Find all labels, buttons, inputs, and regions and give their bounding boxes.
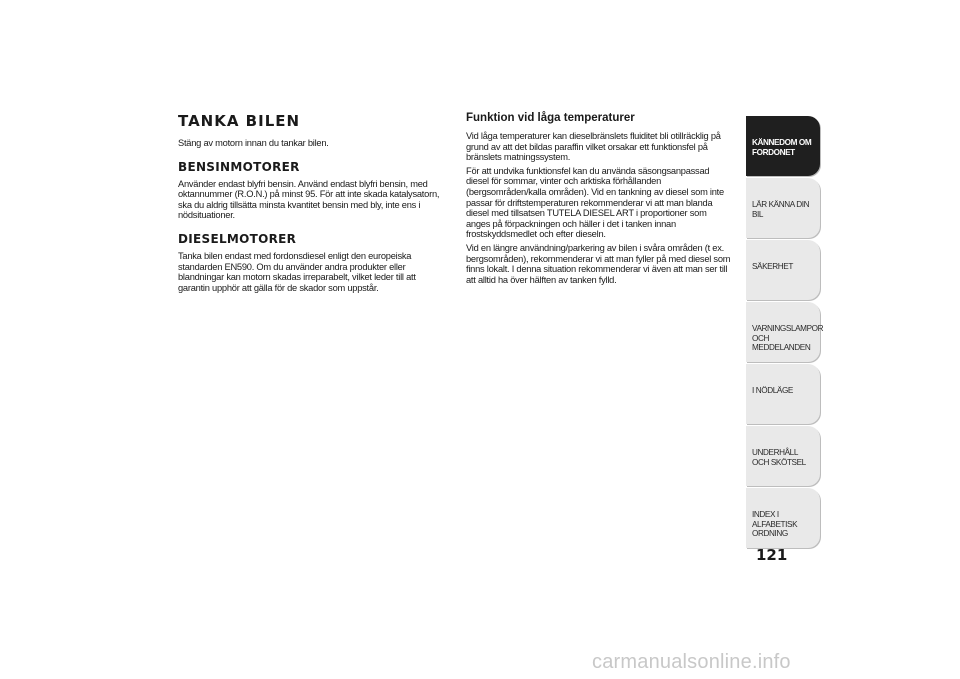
- tab-sakerhet[interactable]: [746, 240, 820, 300]
- tab-label: LÄR KÄNNA DIN BIL: [752, 200, 810, 219]
- watermark: carmanualsonline.info: [592, 651, 791, 673]
- right-column: [466, 112, 740, 289]
- low-temp-heading: Funktion vid låga temperaturer: [466, 112, 635, 124]
- low-temp-paragraph-2: För att undvika funktionsfel kan du använda säsongsanpassad diesel för sommar, vinter och arktiska förhållanden (bergsområden/kalla områden). Vid en tankning av diesel som inte passar för driftstemperaturen rekommenderar vi att man blanda diesel med tillsatsen TUTELA DIESEL ART i proportioner som anges på förpackningen och häller i det i tanken innan frostskyddsmedlet och efter dieseln.: [466, 165, 724, 241]
- tab-label: KÄNNEDOM OM FORDONET: [752, 138, 812, 157]
- section-heading-diesel: DIESELMOTORER: [178, 231, 297, 246]
- low-temp-paragraph-1: Vid låga temperaturer kan dieselbränslets fluiditet bli otillräcklig på grund av att det bildas paraffin vilket orsakar ett funktionsfel på bränslets matningssystem.: [466, 131, 721, 164]
- section-text-diesel: Tanka bilen endast med fordonsdiesel enligt den europeiska standarden EN590. Om du använder andra produkter eller blandningar kan motorn skadas irreparabelt, vilket leder till att garantin upphör att gälla för de skador som uppstår.: [178, 250, 416, 294]
- tab-label: I NÖDLÄGE: [752, 386, 793, 395]
- tab-index[interactable]: [746, 488, 820, 548]
- tab-underhall-och-skotsel[interactable]: [746, 426, 820, 486]
- tab-label: SÄKERHET: [752, 262, 793, 271]
- page-number: 121: [756, 546, 788, 564]
- chapter-tabs: [746, 116, 824, 550]
- low-temp-paragraph-3: Vid en längre användning/parkering av bilen i svåra områden (t ex. bergsområden), rekommenderar vi att man fyller på med diesel som finns lokalt. I denna situation rekommenderar vi även att man ser till att alltid ha över hälften av tanken fylld.: [466, 242, 731, 286]
- tab-varningslampor[interactable]: [746, 302, 824, 362]
- left-column: [178, 112, 450, 297]
- tab-lar-kanna-din-bil[interactable]: [746, 178, 820, 238]
- page-title: TANKA BILEN: [178, 112, 301, 130]
- tab-label: INDEX I ALFABETISK ORDNING: [752, 510, 798, 538]
- tab-i-nodlage[interactable]: [746, 364, 820, 424]
- tab-label: UNDERHÅLL OCH SKÖTSEL: [752, 448, 806, 467]
- tab-kannedom-om-fordonet[interactable]: [746, 116, 820, 176]
- section-heading-bensin: BENSINMOTORER: [178, 159, 300, 174]
- section-text-bensin: Använder endast blyfri bensin. Använd endast blyfri bensin, med oktannummer (R.O.N.) på minst 95. För att inte skada katalysatorn, ska du aldrig tillsätta minsta kvantitet bensin med bly, inte ens i nödsituationer.: [178, 178, 440, 222]
- intro-text: Stäng av motorn innan du tankar bilen.: [178, 138, 329, 149]
- tab-label: VARNINGSLAMPOR OCH MEDDELANDEN: [752, 324, 824, 352]
